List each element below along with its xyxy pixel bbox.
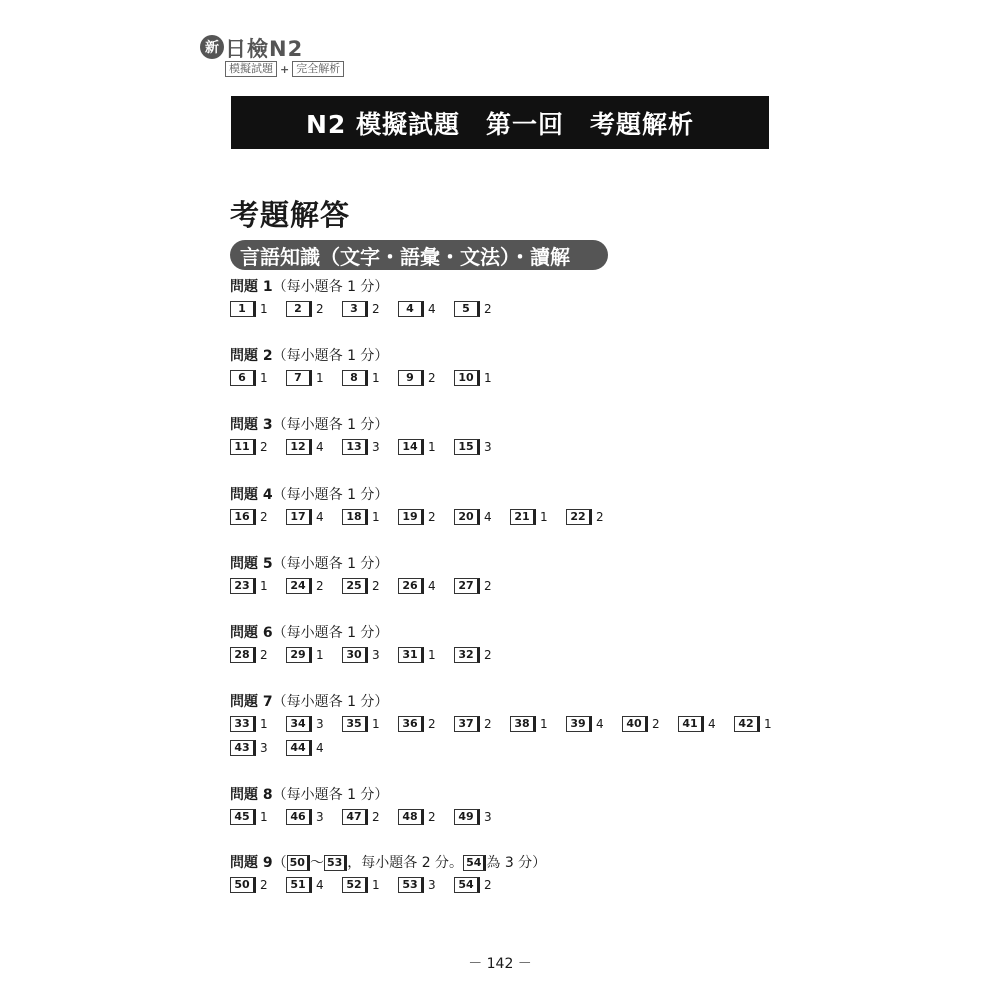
- answer-item: [286, 647, 324, 663]
- answer-item: [398, 716, 436, 732]
- answer-value: 3: [484, 810, 492, 824]
- question-number-box: 18: [342, 509, 368, 525]
- answer-value: 1: [428, 440, 436, 454]
- answer-item: [566, 716, 604, 732]
- problem-header: [230, 623, 388, 643]
- question-number-box: 17: [286, 509, 312, 525]
- answer-item: [398, 370, 436, 386]
- answer-item: [230, 509, 268, 525]
- answer-row: [230, 370, 492, 392]
- answer-value: 2: [484, 648, 492, 662]
- question-number-box: 41: [678, 716, 704, 732]
- answer-value: 2: [428, 510, 436, 524]
- answer-item: [342, 439, 380, 455]
- question-number-box: 44: [286, 740, 312, 756]
- answer-value: 2: [260, 648, 268, 662]
- question-number-box: 25: [342, 578, 368, 594]
- problem-scoring: （每小題各 1 分）: [272, 625, 389, 641]
- question-number-box: 9: [398, 370, 424, 386]
- answer-item: [398, 647, 436, 663]
- inline-question-box: 53: [324, 855, 347, 871]
- problem-header: [230, 785, 388, 805]
- problem-block-1: [230, 277, 492, 323]
- answer-value: 2: [260, 510, 268, 524]
- answer-value: 2: [484, 878, 492, 892]
- problem-block-7: [230, 692, 772, 762]
- answer-value: 4: [316, 878, 324, 892]
- question-number-box: 51: [286, 877, 312, 893]
- answer-item: [398, 509, 436, 525]
- answer-value: 4: [316, 510, 324, 524]
- answer-value: 1: [260, 302, 268, 316]
- problem-name: 問題 7: [230, 694, 273, 710]
- answer-item: [230, 877, 268, 893]
- answer-value: 2: [428, 810, 436, 824]
- question-number-box: 35: [342, 716, 368, 732]
- logo-plus: +: [280, 62, 290, 76]
- question-number-box: 37: [454, 716, 480, 732]
- problem-name: 問題 4: [230, 487, 273, 503]
- problem-block-8: [230, 785, 492, 831]
- problem-block-9: [230, 853, 546, 899]
- answer-item: [622, 716, 660, 732]
- question-number-box: 46: [286, 809, 312, 825]
- answer-item: [398, 877, 436, 893]
- problem-header: [230, 485, 388, 505]
- answer-item: [454, 301, 492, 317]
- answer-value: 3: [484, 440, 492, 454]
- question-number-box: 24: [286, 578, 312, 594]
- question-number-box: 29: [286, 647, 312, 663]
- logo-subtitle: [225, 61, 344, 77]
- answer-item: [230, 439, 268, 455]
- question-number-box: 39: [566, 716, 592, 732]
- answer-item: [454, 809, 492, 825]
- page-title-bar: N2 模擬試題 第一回 考題解析: [231, 96, 769, 149]
- answer-item: [510, 716, 548, 732]
- question-number-box: 45: [230, 809, 256, 825]
- answer-item: [398, 809, 436, 825]
- question-number-box: 42: [734, 716, 760, 732]
- problem-scoring: （每小題各 1 分）: [272, 417, 389, 433]
- inline-question-box: 50: [287, 855, 310, 871]
- answer-value: 1: [372, 878, 380, 892]
- answer-value: 3: [316, 717, 324, 731]
- answer-item: [454, 877, 492, 893]
- answer-item: [510, 509, 548, 525]
- answer-item: [342, 370, 380, 386]
- page-number: － 142 －: [468, 956, 532, 972]
- answer-item: [398, 439, 436, 455]
- question-number-box: 49: [454, 809, 480, 825]
- answer-item: [230, 647, 268, 663]
- answer-value: 2: [652, 717, 660, 731]
- problem-scoring-close: 為 3 分）: [486, 855, 547, 871]
- answer-item: [230, 578, 268, 594]
- answer-value: 1: [316, 648, 324, 662]
- question-number-box: 22: [566, 509, 592, 525]
- answer-value: 1: [260, 371, 268, 385]
- problem-scoring: （每小題各 1 分）: [272, 694, 389, 710]
- problem-header: [230, 692, 388, 712]
- answer-item: [286, 809, 324, 825]
- answer-value: 2: [484, 579, 492, 593]
- answer-item: [454, 370, 492, 386]
- question-number-box: 36: [398, 716, 424, 732]
- answer-value: 3: [372, 648, 380, 662]
- answer-value: 1: [428, 648, 436, 662]
- question-number-box: 5: [454, 301, 480, 317]
- question-number-box: 54: [454, 877, 480, 893]
- inline-question-box: 54: [463, 855, 486, 871]
- answer-item: [342, 509, 380, 525]
- question-number-box: 53: [398, 877, 424, 893]
- logo-title: 日檢N2: [225, 37, 304, 61]
- answer-item: [566, 509, 604, 525]
- question-number-box: 6: [230, 370, 256, 386]
- answer-item: [230, 370, 268, 386]
- question-number-box: 26: [398, 578, 424, 594]
- answers-heading: 考題解答: [230, 198, 351, 232]
- answer-item: [230, 809, 268, 825]
- answer-item: [286, 716, 324, 732]
- answer-item: [342, 716, 380, 732]
- question-number-box: 27: [454, 578, 480, 594]
- question-number-box: 7: [286, 370, 312, 386]
- answer-value: 2: [484, 302, 492, 316]
- problem-block-2: [230, 346, 492, 392]
- answer-item: [678, 716, 716, 732]
- question-number-box: 23: [230, 578, 256, 594]
- problem-name: 問題 2: [230, 348, 273, 364]
- question-number-box: 43: [230, 740, 256, 756]
- answer-value: 4: [316, 440, 324, 454]
- answer-value: 2: [372, 810, 380, 824]
- answer-row: [230, 509, 604, 531]
- answer-item: [734, 716, 772, 732]
- question-number-box: 48: [398, 809, 424, 825]
- problem-block-4: [230, 485, 604, 531]
- problem-scoring-mid: ，每小題各 2 分。: [347, 855, 464, 871]
- answer-item: [454, 509, 492, 525]
- answer-item: [454, 647, 492, 663]
- answer-value: 1: [372, 717, 380, 731]
- problem-header: [230, 346, 388, 366]
- answer-item: [342, 647, 380, 663]
- problem-header: [230, 554, 388, 574]
- question-number-box: 3: [342, 301, 368, 317]
- answer-value: 1: [316, 371, 324, 385]
- question-number-box: 15: [454, 439, 480, 455]
- answer-value: 1: [260, 717, 268, 731]
- question-number-box: 33: [230, 716, 256, 732]
- question-number-box: 16: [230, 509, 256, 525]
- question-number-box: 38: [510, 716, 536, 732]
- answer-value: 2: [596, 510, 604, 524]
- answer-value: 3: [316, 810, 324, 824]
- problem-block-3: [230, 415, 492, 461]
- question-number-box: 13: [342, 439, 368, 455]
- logo-sub-right: 完全解析: [292, 61, 344, 77]
- answer-row: [230, 740, 388, 762]
- answer-item: [342, 578, 380, 594]
- answer-value: 4: [428, 579, 436, 593]
- logo-sub-left: 模擬試題: [225, 61, 277, 77]
- question-number-box: 28: [230, 647, 256, 663]
- question-number-box: 11: [230, 439, 256, 455]
- problem-name: 問題 5: [230, 556, 273, 572]
- answer-item: [286, 301, 324, 317]
- answer-value: 1: [372, 371, 380, 385]
- problem-header: [230, 853, 546, 873]
- problem-name: 問題 6: [230, 625, 273, 641]
- answer-row: [230, 647, 492, 669]
- answer-item: [342, 301, 380, 317]
- answer-item: [398, 301, 436, 317]
- question-number-box: 10: [454, 370, 480, 386]
- answer-item: [342, 877, 380, 893]
- answer-value: 1: [484, 371, 492, 385]
- book-logo: [200, 33, 370, 78]
- question-number-box: 21: [510, 509, 536, 525]
- section-label: 言語知識（文字・語彙・文法）・讀解: [230, 240, 608, 270]
- question-number-box: 12: [286, 439, 312, 455]
- answer-value: 3: [260, 741, 268, 755]
- logo-badge: 新: [200, 35, 224, 59]
- problem-name: 問題 9: [230, 855, 273, 871]
- answer-value: 2: [260, 440, 268, 454]
- answer-value: 2: [260, 878, 268, 892]
- answer-value: 2: [316, 302, 324, 316]
- answer-value: 3: [428, 878, 436, 892]
- answer-value: 1: [260, 579, 268, 593]
- question-number-box: 47: [342, 809, 368, 825]
- problem-header: [230, 277, 388, 297]
- question-number-box: 34: [286, 716, 312, 732]
- problem-scoring: （每小題各 1 分）: [272, 348, 389, 364]
- problem-scoring: （每小題各 1 分）: [272, 787, 389, 803]
- answer-row: [230, 809, 492, 831]
- question-number-box: 20: [454, 509, 480, 525]
- question-number-box: 40: [622, 716, 648, 732]
- answer-item: [454, 716, 492, 732]
- problem-name: 問題 8: [230, 787, 273, 803]
- answer-row: [230, 439, 492, 461]
- question-number-box: 8: [342, 370, 368, 386]
- range-tilde: ～: [309, 855, 324, 871]
- answer-value: 2: [428, 717, 436, 731]
- question-number-box: 2: [286, 301, 312, 317]
- answer-item: [230, 716, 268, 732]
- answer-value: 2: [372, 302, 380, 316]
- answer-value: 4: [596, 717, 604, 731]
- answer-item: [398, 578, 436, 594]
- answer-item: [286, 578, 324, 594]
- question-number-box: 14: [398, 439, 424, 455]
- question-number-box: 31: [398, 647, 424, 663]
- question-number-box: 50: [230, 877, 256, 893]
- answer-value: 1: [540, 717, 548, 731]
- answer-value: 4: [428, 302, 436, 316]
- problem-scoring: （每小題各 1 分）: [272, 487, 389, 503]
- answer-value: 1: [540, 510, 548, 524]
- answer-item: [230, 740, 268, 756]
- question-number-box: 52: [342, 877, 368, 893]
- answer-value: 2: [316, 579, 324, 593]
- answer-item: [286, 370, 324, 386]
- answer-value: 1: [260, 810, 268, 824]
- answer-value: 2: [484, 717, 492, 731]
- answer-value: 2: [372, 579, 380, 593]
- answer-value: 4: [484, 510, 492, 524]
- answer-item: [286, 439, 324, 455]
- answer-row: [230, 578, 492, 600]
- answer-value: 4: [708, 717, 716, 731]
- problem-header: [230, 415, 388, 435]
- answer-item: [286, 509, 324, 525]
- question-number-box: 1: [230, 301, 256, 317]
- answer-item: [286, 740, 324, 756]
- problem-scoring: （每小題各 1 分）: [272, 279, 389, 295]
- answer-item: [286, 877, 324, 893]
- problem-scoring: （每小題各 1 分）: [272, 556, 389, 572]
- question-number-box: 32: [454, 647, 480, 663]
- problem-block-5: [230, 554, 492, 600]
- problem-block-6: [230, 623, 492, 669]
- answer-value: 1: [372, 510, 380, 524]
- question-number-box: 4: [398, 301, 424, 317]
- answer-row: [230, 716, 772, 738]
- answer-value: 1: [764, 717, 772, 731]
- answer-row: [230, 877, 546, 899]
- answer-item: [342, 809, 380, 825]
- answer-value: 3: [372, 440, 380, 454]
- answer-item: [230, 301, 268, 317]
- problem-name: 問題 1: [230, 279, 273, 295]
- answer-item: [454, 578, 492, 594]
- question-number-box: 30: [342, 647, 368, 663]
- answer-row: [230, 301, 492, 323]
- question-number-box: 19: [398, 509, 424, 525]
- problem-name: 問題 3: [230, 417, 273, 433]
- problem-scoring-open: （: [272, 855, 287, 871]
- answer-value: 2: [428, 371, 436, 385]
- answer-item: [454, 439, 492, 455]
- answer-value: 4: [316, 741, 324, 755]
